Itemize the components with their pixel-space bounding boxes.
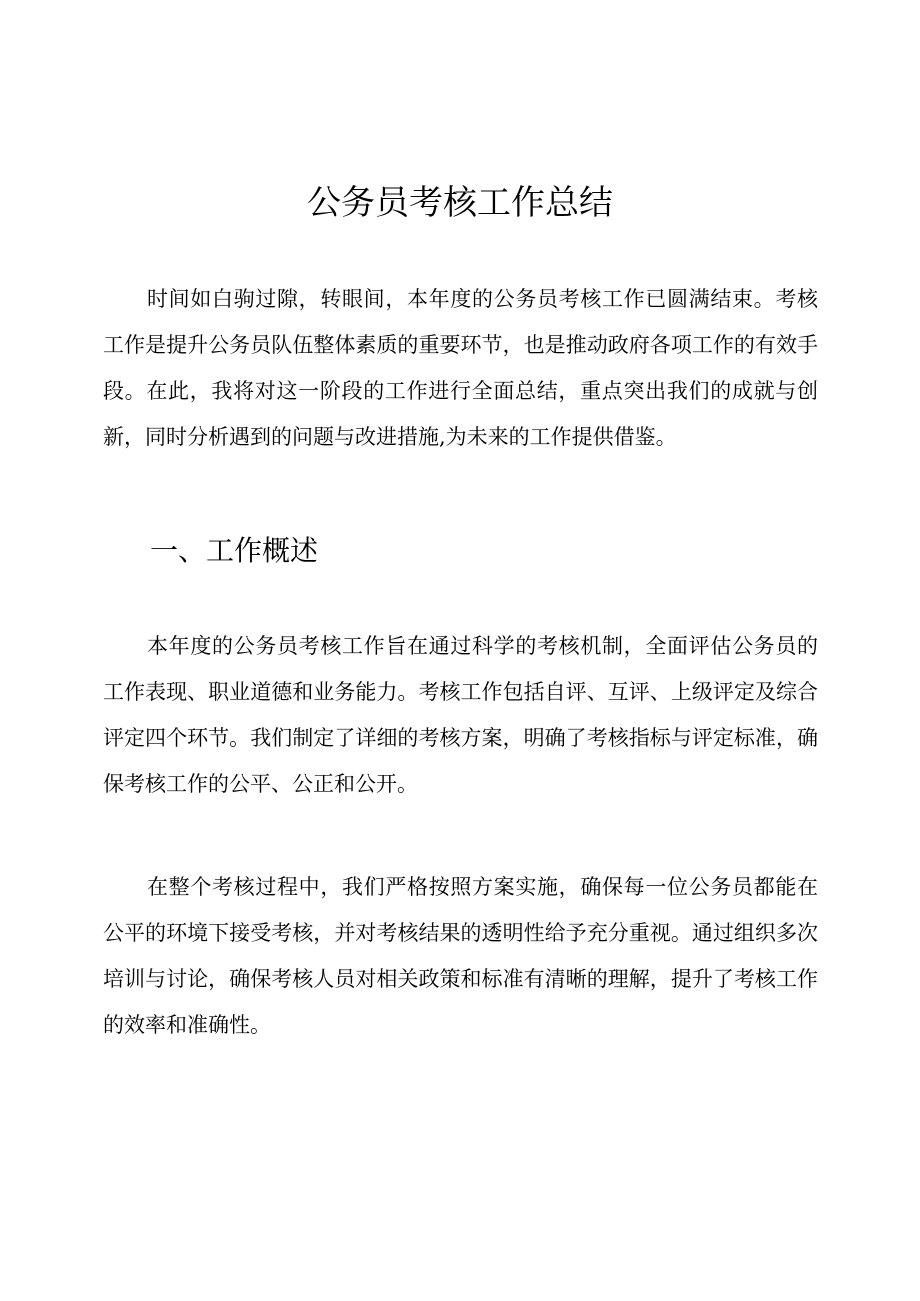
body-paragraph-1: 本年度的公务员考核工作旨在通过科学的考核机制，全面评估公务员的工作表现、职业道德和业务能力。考核工作包括自评、互评、上级评定及综合评定四个环节。我们制定了详细的考核方案，明确了考核指标与评定标准，确保考核工作的公平、公正和公开。 <box>103 634 818 796</box>
page-title: 公务员考核工作总结 <box>307 183 613 223</box>
body-paragraph-2: 在整个考核过程中，我们严格按照方案实施，确保每一位公务员都能在公平的环境下接受考核，并对考核结果的透明性给予充分重视。通过组织多次培训与讨论，确保考核人员对相关政策和标准有清晰的理解，提升了考核工作的效率和准确性。 <box>103 875 818 1037</box>
section-heading: 一、工作概述 <box>150 534 319 567</box>
intro-paragraph: 时间如白驹过隙，转眼间，本年度的公务员考核工作已圆满结束。考核工作是提升公务员队伍整体素质的重要环节，也是推动政府各项工作的有效手段。在此，我将对这一阶段的工作进行全面总结，重点突出我们的成就与创新，同时分析遇到的问题与改进措施,为未来的工作提供借鉴。 <box>103 287 818 449</box>
